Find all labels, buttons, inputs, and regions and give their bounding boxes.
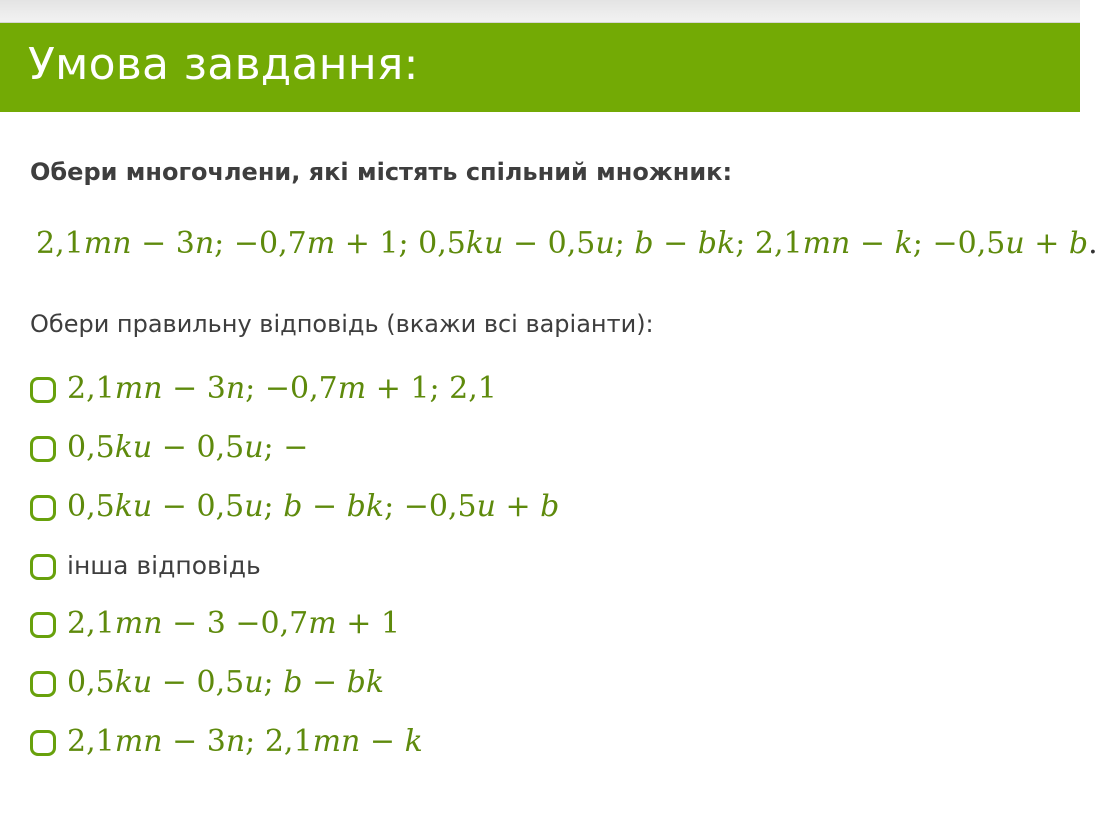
checkbox[interactable] — [30, 436, 56, 462]
given-polynomials-text: 2,1mn − 3n; −0,7m + 1; 0,5ku − 0,5u; b − bk; 2,1mn − k; −0,5u + b — [36, 226, 1089, 261]
answer-option-label: 2,1mn − 3 −0,7m + 1 — [67, 605, 401, 641]
given-end-dot: . — [1088, 226, 1098, 261]
checkbox[interactable] — [30, 612, 56, 638]
header-title: Умова завдання: — [28, 39, 419, 90]
top-strip — [0, 0, 1080, 23]
answer-option-1[interactable] — [30, 366, 497, 410]
instruction-text: Обери правильну відповідь (вкажи всі варіанти): — [30, 310, 654, 338]
answer-option-label: 0,5ku − 0,5u; b − bk; −0,5u + b — [67, 488, 560, 524]
checkbox[interactable] — [30, 495, 56, 521]
answer-option-3[interactable] — [30, 484, 559, 528]
answer-option-label: інша відповідь — [67, 550, 261, 580]
answer-option-label: 2,1mn − 3n; 2,1mn − k — [67, 723, 423, 759]
checkbox[interactable] — [30, 554, 56, 580]
checkbox[interactable] — [30, 377, 56, 403]
answer-option-label: 0,5ku − 0,5u; − — [67, 429, 309, 465]
checkbox[interactable] — [30, 730, 56, 756]
answer-option-6[interactable] — [30, 660, 384, 704]
answer-option-2[interactable] — [30, 425, 308, 469]
answer-option-5[interactable] — [30, 601, 400, 645]
checkbox[interactable] — [30, 671, 56, 697]
question-text: Обери многочлени, які містять спільний множник: — [30, 158, 733, 186]
answer-option-4[interactable] — [30, 543, 261, 587]
answer-option-label: 2,1mn − 3n; −0,7m + 1; 2,1 — [67, 370, 497, 406]
answer-option-label: 0,5ku − 0,5u; b − bk — [67, 664, 385, 700]
given-polynomials — [36, 226, 1098, 261]
task-header — [0, 23, 1080, 112]
answer-option-7[interactable] — [30, 719, 423, 763]
